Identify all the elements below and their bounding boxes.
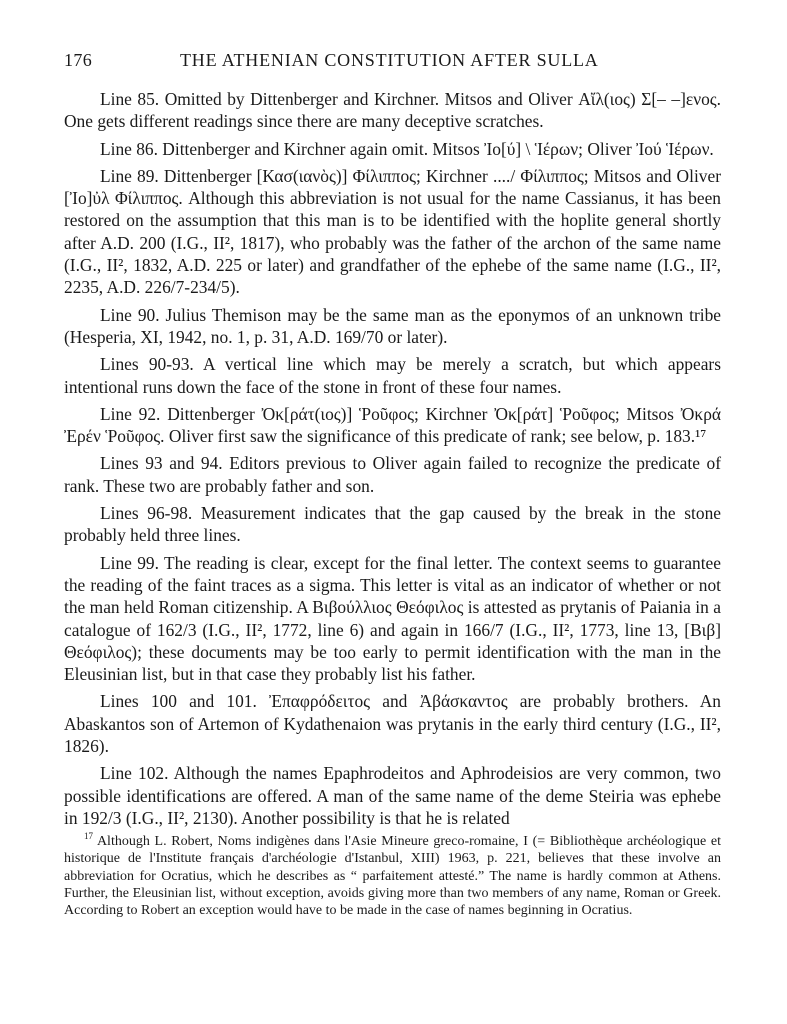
paragraph-lines-96-98: Lines 96-98. Measurement indicates that the gap caused by the break in the stone probably held three lines. <box>64 503 721 546</box>
paragraph-line-90: Line 90. Julius Themison may be the same man as the eponymos of an unknown tribe (Hesperia, XI, 1942, no. 1, p. 31, A.D. 169/70 or later). <box>64 304 721 347</box>
footnotes <box>64 833 721 919</box>
main-text <box>64 88 721 834</box>
page-number: 176 <box>64 50 93 70</box>
footnote-text: Although L. Robert, Noms indigènes dans l'Asie Mineure greco-romaine, I (= Bibliothèque archéologique et historique de l'Institute français d'archéologie d'Istanbul, XIII) 1963, p. 221, believes that these involve an abbreviation for Ocratius, which he describes as “ parfaitement attesté.” The name is hardly common at Athens. Further, the Eleusinian list, without exception, avoids giving more than two members of any name, Roman or Greek. According to Robert an exception would have to be made in the case of names beginning in Ocratius. <box>64 834 721 919</box>
paragraph-line-89: Line 89. Dittenberger [Κασ(ιανὸς)] Φίλιππος; Kirchner ..../ Φίλιππος; Mitsos and Oliver [Ἰο]ὐλ Φίλιππος. Although this abbreviation is not usual for the name Cassianus, it has been restored on the assumption that this man is to be identified with the hoplite general shortly after A.D. 200 (I.G., II², 1817), who probably was the father of the archon of the same name (I.G., II², 1832, A.D. 225 or later) and grandfather of the ephebe of the same name (I.G., II², 2235, A.D. 226/7-234/5). <box>64 165 721 298</box>
footnote-17 <box>64 833 721 919</box>
paragraph-lines-90-93: Lines 90-93. A vertical line which may be merely a scratch, but which appears intentional runs down the face of the stone in front of these four names. <box>64 354 721 397</box>
running-title: THE ATHENIAN CONSTITUTION AFTER SULLA <box>180 50 599 70</box>
paragraph-line-86: Line 86. Dittenberger and Kirchner again omit. Mitsos Ἰο[ύ] \ Ἱέρων; Oliver Ἰού Ἱέρων. <box>100 138 714 159</box>
footnote-marker: 17 <box>84 831 93 841</box>
paragraph-line-99: Line 99. The reading is clear, except for the final letter. The context seems to guarantee the reading of the faint traces as a sigma. This letter is vital as an indicator of whether or not the man held Roman citizenship. A Βιβούλλιος Θεόφιλος is attested as prytanis of Paiania in a catalogue of 162/3 (I.G., II², 1772, line 6) and again in 166/7 (I.G., II², 1773, line 13, [Βιβ] Θεόφιλος); these documents may be too early to permit identification with the man in the Eleusinian list, but in that case they probably list his father. <box>64 552 721 685</box>
paragraph-line-92: Line 92. Dittenberger Ὀκ[ράτ(ιος)] Ῥοῦφος; Kirchner Ὀκ[ράτ] Ῥοῦφος; Mitsos Ὀκρά Ἐρέν Ῥοῦφος. Oliver first saw the significance of this predicate of rank; see below, p. 183.¹⁷ <box>64 403 721 447</box>
paragraph-lines-100-101: Lines 100 and 101. Ἐπαφρόδειτος and Ἀβάσκαντος are probably brothers. An Abaskantos son of Artemon of Kydathenaion was prytanis in the early third century (I.G., II², 1826). <box>64 691 721 757</box>
paragraph-line-102: Line 102. Although the names Epaphrodeitos and Aphrodeisios are very common, two possible identifications are offered. A man of the same name of the deme Steiria was ephebe in 192/3 (I.G., II², 2130). Another possibility is that he is related <box>64 763 721 828</box>
page-header <box>64 50 721 74</box>
paragraph-lines-93-94: Lines 93 and 94. Editors previous to Oliver again failed to recognize the predicate of rank. These two are probably father and son. <box>64 453 721 496</box>
paragraph-line-85: Line 85. Omitted by Dittenberger and Kirchner. Mitsos and Oliver Αἴλ(ιος) Σ[– –]ενος. One gets different readings since there are many deceptive scratches. <box>64 89 721 132</box>
